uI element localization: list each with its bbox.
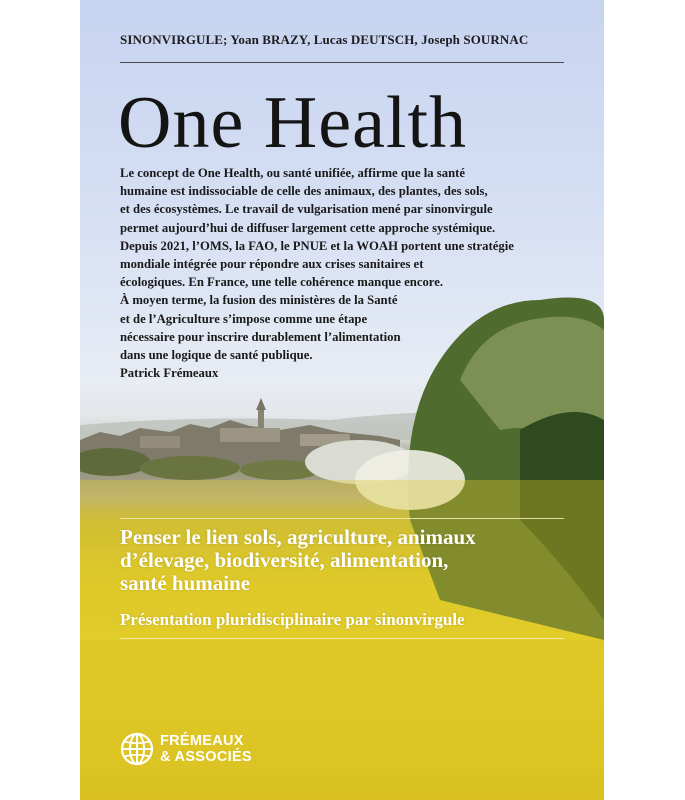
book-title: One Health bbox=[118, 82, 468, 164]
cover-subtitle bbox=[120, 526, 590, 595]
authors-line: SINONVIRGULE; Yoan BRAZY, Lucas DEUTSCH, Joseph SOURNAC bbox=[120, 32, 529, 47]
globe-icon bbox=[120, 732, 154, 766]
blurb-line: À moyen terme, la fusion des ministères de la Santé bbox=[120, 293, 398, 308]
subtitle-line: d’élevage, biodiversité, alimentation, bbox=[120, 548, 449, 572]
blurb-line: Depuis 2021, l’OMS, la FAO, le PNUE et la WOAH portent une stratégie bbox=[120, 238, 514, 253]
blurb-line: humaine est indissociable de celle des animaux, des plantes, des sols, bbox=[120, 184, 488, 199]
blurb-line: permet aujourd’hui de diffuser largement cette approche systémique. bbox=[120, 220, 496, 235]
subtitle-line: santé humaine bbox=[120, 571, 251, 595]
blurb-line: mondiale intégrée pour répondre aux crises sanitaires et bbox=[120, 257, 424, 272]
publisher-name bbox=[160, 733, 252, 765]
book-cover bbox=[80, 0, 604, 800]
subtitle-bottom-divider bbox=[120, 638, 564, 639]
cover-blurb bbox=[120, 164, 560, 382]
blurb-line: et de l’Agriculture s’impose comme une étape bbox=[120, 311, 368, 326]
blurb-line: nécessaire pour inscrire durablement l’alimentation bbox=[120, 329, 401, 344]
subtitle-line: Penser le lien sols, agriculture, animaux bbox=[120, 525, 476, 549]
publisher-name-line: & ASSOCIÉS bbox=[160, 749, 252, 765]
blurb-line: dans une logique de santé publique. bbox=[120, 348, 313, 363]
publisher-name-line: FRÉMEAUX bbox=[160, 733, 244, 749]
blurb-line: écologiques. En France, une telle cohérence manque encore. bbox=[120, 275, 444, 290]
subtitle-top-divider bbox=[120, 518, 564, 519]
cover-secondary-subtitle: Présentation pluridisciplinaire par sinonvirgule bbox=[120, 610, 465, 629]
blurb-line: et des écosystèmes. Le travail de vulgarisation mené par sinonvirgule bbox=[120, 202, 493, 217]
blurb-line: Le concept de One Health, ou santé unifiée, affirme que la santé bbox=[120, 166, 465, 180]
blurb-signature: Patrick Frémeaux bbox=[120, 366, 219, 381]
publisher-logo bbox=[120, 730, 320, 770]
top-divider bbox=[120, 62, 564, 63]
